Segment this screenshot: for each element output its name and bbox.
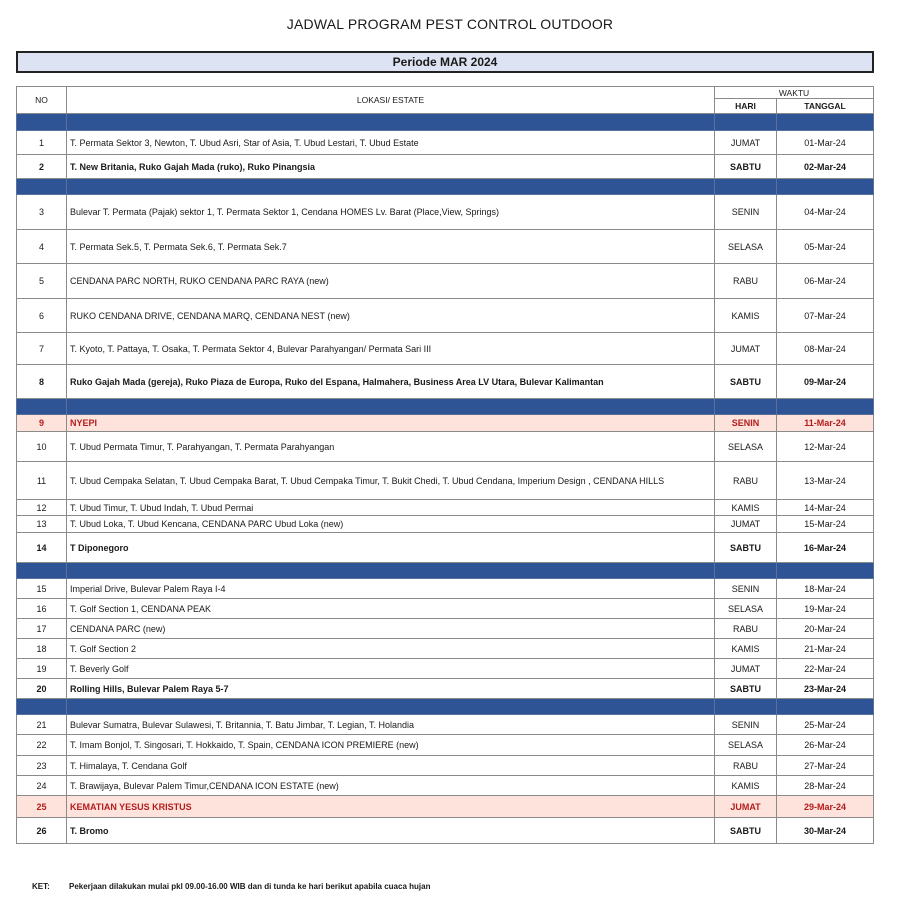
separator-cell (777, 399, 874, 415)
schedule-row (17, 619, 874, 639)
row-number: 10 (17, 432, 67, 462)
row-day: KAMIS (715, 500, 777, 516)
row-day: SABTU (715, 679, 777, 699)
document-title: JADWAL PROGRAM PEST CONTROL OUTDOOR (286, 16, 614, 32)
row-number: 17 (17, 619, 67, 639)
row-location: T. Brawijaya, Bulevar Palem Timur,CENDANA ICON ESTATE (new) (67, 776, 715, 796)
row-location: T Diponegoro (67, 533, 715, 563)
schedule-row (17, 639, 874, 659)
separator-cell (17, 399, 67, 415)
row-date: 27-Mar-24 (777, 756, 874, 776)
row-day: RABU (715, 619, 777, 639)
schedule-table (16, 86, 874, 844)
separator-cell (777, 179, 874, 195)
row-number: 26 (17, 818, 67, 844)
holiday-row (17, 415, 874, 432)
row-day: JUMAT (715, 516, 777, 533)
schedule-row (17, 462, 874, 500)
row-date: 02-Mar-24 (777, 155, 874, 179)
header-day: HARI (715, 99, 777, 114)
row-number: 5 (17, 264, 67, 299)
schedule-row (17, 599, 874, 619)
separator-cell (17, 699, 67, 715)
row-date: 19-Mar-24 (777, 599, 874, 619)
row-location: Bulevar T. Permata (Pajak) sektor 1, T. Permata Sektor 1, Cendana HOMES Lv. Barat (Place,View, Springs) (67, 195, 715, 230)
row-day: KAMIS (715, 776, 777, 796)
row-day: SENIN (715, 415, 777, 432)
row-location: Bulevar Sumatra, Bulevar Sulawesi, T. Britannia, T. Batu Jimbar, T. Legian, T. Holandia (67, 715, 715, 735)
row-location: Imperial Drive, Bulevar Palem Raya I-4 (67, 579, 715, 599)
row-number: 18 (17, 639, 67, 659)
row-day: JUMAT (715, 131, 777, 155)
schedule-row (17, 735, 874, 756)
row-number: 8 (17, 365, 67, 399)
row-date: 12-Mar-24 (777, 432, 874, 462)
row-day: SELASA (715, 432, 777, 462)
header-no: NO (17, 87, 67, 114)
separator-cell (777, 563, 874, 579)
schedule-row (17, 365, 874, 399)
row-date: 11-Mar-24 (777, 415, 874, 432)
row-day: SENIN (715, 715, 777, 735)
row-number: 4 (17, 230, 67, 264)
period-banner: Periode MAR 2024 (16, 51, 874, 73)
row-day: SELASA (715, 599, 777, 619)
row-location: T. Ubud Cempaka Selatan, T. Ubud Cempaka Barat, T. Ubud Cempaka Timur, T. Bukit Chedi, T. Ubud Cendana, Imperium Design , CENDANA HILLS (67, 462, 715, 500)
row-date: 08-Mar-24 (777, 333, 874, 365)
row-day: KAMIS (715, 639, 777, 659)
row-day: SABTU (715, 818, 777, 844)
separator-cell (67, 699, 715, 715)
row-date: 07-Mar-24 (777, 299, 874, 333)
row-day: KAMIS (715, 299, 777, 333)
row-day: SENIN (715, 579, 777, 599)
schedule-row (17, 679, 874, 699)
row-day: RABU (715, 264, 777, 299)
row-date: 06-Mar-24 (777, 264, 874, 299)
row-number: 22 (17, 735, 67, 756)
row-date: 13-Mar-24 (777, 462, 874, 500)
note-label: KET: (32, 882, 50, 891)
schedule-row (17, 155, 874, 179)
row-date: 18-Mar-24 (777, 579, 874, 599)
schedule-row (17, 756, 874, 776)
section-separator (17, 114, 874, 131)
schedule-row (17, 195, 874, 230)
row-number: 24 (17, 776, 67, 796)
row-location: T. Ubud Permata Timur, T. Parahyangan, T. Permata Parahyangan (67, 432, 715, 462)
header-date: TANGGAL (777, 99, 874, 114)
row-date: 09-Mar-24 (777, 365, 874, 399)
row-number: 21 (17, 715, 67, 735)
row-location: CENDANA PARC (new) (67, 619, 715, 639)
row-number: 13 (17, 516, 67, 533)
separator-cell (67, 114, 715, 131)
schedule-row (17, 533, 874, 563)
row-location: T. Permata Sek.5, T. Permata Sek.6, T. Permata Sek.7 (67, 230, 715, 264)
row-location: T. Beverly Golf (67, 659, 715, 679)
row-date: 05-Mar-24 (777, 230, 874, 264)
schedule-row (17, 715, 874, 735)
schedule-row (17, 659, 874, 679)
row-date: 29-Mar-24 (777, 796, 874, 818)
row-location: KEMATIAN YESUS KRISTUS (67, 796, 715, 818)
schedule-row (17, 776, 874, 796)
schedule-row (17, 579, 874, 599)
row-location: T. Ubud Loka, T. Ubud Kencana, CENDANA PARC Ubud Loka (new) (67, 516, 715, 533)
row-number: 3 (17, 195, 67, 230)
section-separator (17, 399, 874, 415)
row-date: 22-Mar-24 (777, 659, 874, 679)
section-separator (17, 179, 874, 195)
note-text: Pekerjaan dilakukan mulai pkl 09.00-16.00 WIB dan di tunda ke hari berikut apabila cuaca hujan (69, 882, 431, 891)
row-number: 20 (17, 679, 67, 699)
section-separator (17, 699, 874, 715)
row-day: SABTU (715, 365, 777, 399)
row-date: 04-Mar-24 (777, 195, 874, 230)
row-date: 21-Mar-24 (777, 639, 874, 659)
row-date: 20-Mar-24 (777, 619, 874, 639)
separator-cell (715, 399, 777, 415)
schedule-row (17, 264, 874, 299)
row-day: SABTU (715, 533, 777, 563)
row-number: 16 (17, 599, 67, 619)
row-day: JUMAT (715, 796, 777, 818)
separator-cell (715, 114, 777, 131)
row-location: T. Imam Bonjol, T. Singosari, T. Hokkaido, T. Spain, CENDANA ICON PREMIERE (new) (67, 735, 715, 756)
row-location: T. Himalaya, T. Cendana Golf (67, 756, 715, 776)
row-day: JUMAT (715, 333, 777, 365)
row-date: 23-Mar-24 (777, 679, 874, 699)
header-location: LOKASI/ ESTATE (67, 87, 715, 114)
schedule-body (17, 114, 874, 844)
row-number: 23 (17, 756, 67, 776)
row-date: 16-Mar-24 (777, 533, 874, 563)
separator-cell (715, 563, 777, 579)
row-day: RABU (715, 756, 777, 776)
schedule-row (17, 230, 874, 264)
row-date: 26-Mar-24 (777, 735, 874, 756)
schedule-row (17, 299, 874, 333)
row-location: CENDANA PARC NORTH, RUKO CENDANA PARC RAYA (new) (67, 264, 715, 299)
row-day: JUMAT (715, 659, 777, 679)
separator-cell (17, 179, 67, 195)
row-location: T. Golf Section 1, CENDANA PEAK (67, 599, 715, 619)
row-location: RUKO CENDANA DRIVE, CENDANA MARQ, CENDANA NEST (new) (67, 299, 715, 333)
row-day: SELASA (715, 230, 777, 264)
separator-cell (715, 699, 777, 715)
schedule-row (17, 432, 874, 462)
row-number: 14 (17, 533, 67, 563)
row-location: T. Kyoto, T. Pattaya, T. Osaka, T. Permata Sektor 4, Bulevar Parahyangan/ Permata Sari III (67, 333, 715, 365)
separator-cell (17, 114, 67, 131)
row-day: SELASA (715, 735, 777, 756)
row-location: Ruko Gajah Mada (gereja), Ruko Piaza de Europa, Ruko del Espana, Halmahera, Business Area LV Utara, Bulevar Kalimantan (67, 365, 715, 399)
row-number: 11 (17, 462, 67, 500)
row-location: T. Permata Sektor 3, Newton, T. Ubud Asri, Star of Asia, T. Ubud Lestari, T. Ubud Estate (67, 131, 715, 155)
row-day: SENIN (715, 195, 777, 230)
row-date: 25-Mar-24 (777, 715, 874, 735)
header-time: WAKTU (715, 87, 874, 99)
row-number: 9 (17, 415, 67, 432)
row-date: 15-Mar-24 (777, 516, 874, 533)
separator-cell (67, 399, 715, 415)
separator-cell (17, 563, 67, 579)
schedule-row (17, 818, 874, 844)
row-location: Rolling Hills, Bulevar Palem Raya 5-7 (67, 679, 715, 699)
separator-cell (67, 179, 715, 195)
row-date: 30-Mar-24 (777, 818, 874, 844)
row-number: 7 (17, 333, 67, 365)
schedule-row (17, 516, 874, 533)
row-day: SABTU (715, 155, 777, 179)
holiday-row (17, 796, 874, 818)
row-location: T. Bromo (67, 818, 715, 844)
row-number: 6 (17, 299, 67, 333)
row-location: T. Ubud Timur, T. Ubud Indah, T. Ubud Permai (67, 500, 715, 516)
row-location: T. New Britania, Ruko Gajah Mada (ruko), Ruko Pinangsia (67, 155, 715, 179)
separator-cell (777, 114, 874, 131)
row-date: 28-Mar-24 (777, 776, 874, 796)
row-number: 1 (17, 131, 67, 155)
row-location: NYEPI (67, 415, 715, 432)
schedule-row (17, 500, 874, 516)
row-date: 14-Mar-24 (777, 500, 874, 516)
separator-cell (715, 179, 777, 195)
row-number: 15 (17, 579, 67, 599)
row-day: RABU (715, 462, 777, 500)
schedule-row (17, 131, 874, 155)
row-number: 12 (17, 500, 67, 516)
row-location: T. Golf Section 2 (67, 639, 715, 659)
schedule-row (17, 333, 874, 365)
separator-cell (777, 699, 874, 715)
row-date: 01-Mar-24 (777, 131, 874, 155)
section-separator (17, 563, 874, 579)
row-number: 25 (17, 796, 67, 818)
row-number: 19 (17, 659, 67, 679)
separator-cell (67, 563, 715, 579)
row-number: 2 (17, 155, 67, 179)
